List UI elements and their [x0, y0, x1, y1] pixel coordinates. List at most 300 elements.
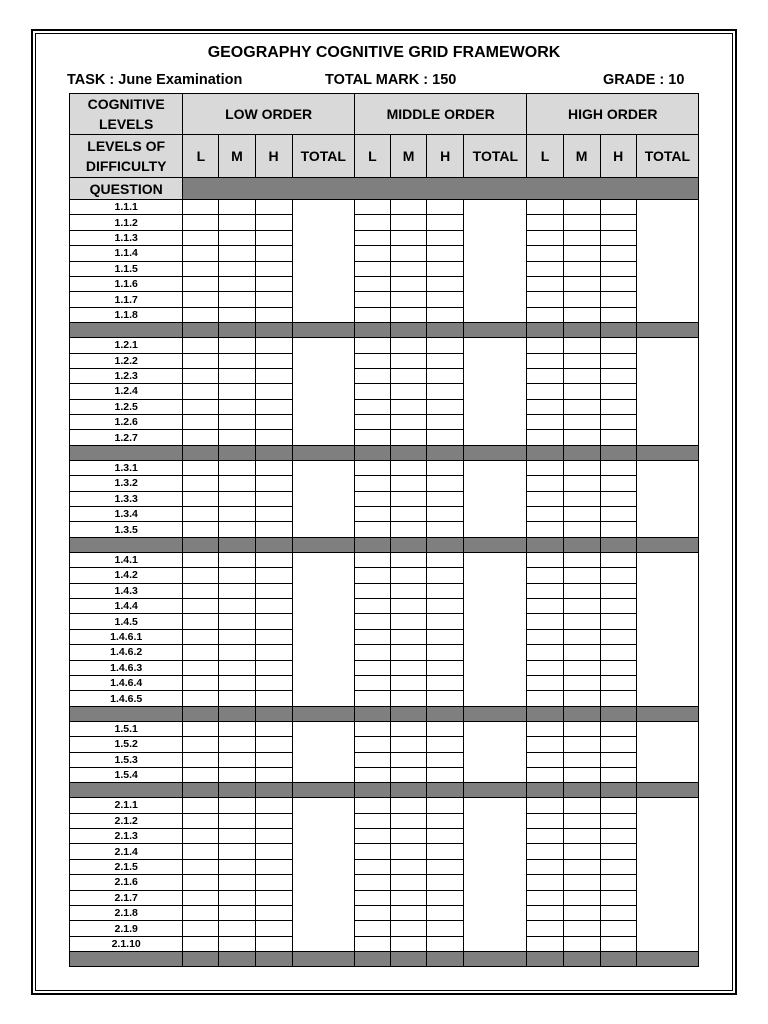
- middle-order-l-cell[interactable]: [354, 767, 390, 782]
- middle-order-m-cell[interactable]: [391, 721, 427, 736]
- middle-order-h-cell[interactable]: [427, 460, 464, 475]
- middle-order-l-cell[interactable]: [354, 813, 390, 828]
- low-order-h-cell[interactable]: [255, 415, 292, 430]
- high-order-h-cell[interactable]: [600, 890, 636, 905]
- high-order-l-cell[interactable]: [527, 215, 563, 230]
- middle-order-m-cell[interactable]: [391, 890, 427, 905]
- high-order-m-cell[interactable]: [563, 522, 600, 537]
- middle-order-l-cell[interactable]: [354, 844, 390, 859]
- middle-order-l-cell[interactable]: [354, 415, 390, 430]
- low-order-m-cell[interactable]: [219, 568, 255, 583]
- low-order-l-cell[interactable]: [183, 829, 219, 844]
- middle-order-l-cell[interactable]: [354, 200, 390, 215]
- middle-order-l-cell[interactable]: [354, 598, 390, 613]
- middle-order-h-cell[interactable]: [427, 598, 464, 613]
- low-order-total-cell[interactable]: [292, 798, 354, 952]
- high-order-h-cell[interactable]: [600, 292, 636, 307]
- high-order-h-cell[interactable]: [600, 614, 636, 629]
- low-order-h-cell[interactable]: [255, 829, 292, 844]
- middle-order-m-cell[interactable]: [391, 230, 427, 245]
- middle-order-h-cell[interactable]: [427, 752, 464, 767]
- middle-order-h-cell[interactable]: [427, 767, 464, 782]
- middle-order-h-cell[interactable]: [427, 675, 464, 690]
- low-order-l-cell[interactable]: [183, 507, 219, 522]
- low-order-h-cell[interactable]: [255, 476, 292, 491]
- middle-order-h-cell[interactable]: [427, 906, 464, 921]
- low-order-m-cell[interactable]: [219, 430, 255, 445]
- low-order-m-cell[interactable]: [219, 476, 255, 491]
- high-order-l-cell[interactable]: [527, 829, 563, 844]
- high-order-l-cell[interactable]: [527, 568, 563, 583]
- low-order-m-cell[interactable]: [219, 813, 255, 828]
- high-order-h-cell[interactable]: [600, 875, 636, 890]
- high-order-h-cell[interactable]: [600, 246, 636, 261]
- low-order-m-cell[interactable]: [219, 552, 255, 567]
- middle-order-h-cell[interactable]: [427, 399, 464, 414]
- middle-order-l-cell[interactable]: [354, 737, 390, 752]
- high-order-l-cell[interactable]: [527, 384, 563, 399]
- high-order-h-cell[interactable]: [600, 645, 636, 660]
- middle-order-l-cell[interactable]: [354, 399, 390, 414]
- middle-order-h-cell[interactable]: [427, 384, 464, 399]
- low-order-m-cell[interactable]: [219, 276, 255, 291]
- low-order-h-cell[interactable]: [255, 307, 292, 322]
- middle-order-h-cell[interactable]: [427, 721, 464, 736]
- high-order-h-cell[interactable]: [600, 338, 636, 353]
- high-order-l-cell[interactable]: [527, 598, 563, 613]
- low-order-l-cell[interactable]: [183, 859, 219, 874]
- low-order-m-cell[interactable]: [219, 415, 255, 430]
- middle-order-m-cell[interactable]: [391, 598, 427, 613]
- middle-order-l-cell[interactable]: [354, 752, 390, 767]
- middle-order-m-cell[interactable]: [391, 875, 427, 890]
- low-order-l-cell[interactable]: [183, 568, 219, 583]
- high-order-m-cell[interactable]: [563, 829, 600, 844]
- low-order-m-cell[interactable]: [219, 215, 255, 230]
- low-order-m-cell[interactable]: [219, 906, 255, 921]
- low-order-m-cell[interactable]: [219, 353, 255, 368]
- high-order-m-cell[interactable]: [563, 399, 600, 414]
- middle-order-h-cell[interactable]: [427, 200, 464, 215]
- low-order-l-cell[interactable]: [183, 230, 219, 245]
- high-order-h-cell[interactable]: [600, 844, 636, 859]
- high-order-m-cell[interactable]: [563, 215, 600, 230]
- low-order-l-cell[interactable]: [183, 476, 219, 491]
- middle-order-m-cell[interactable]: [391, 292, 427, 307]
- high-order-m-cell[interactable]: [563, 583, 600, 598]
- low-order-total-cell[interactable]: [292, 338, 354, 446]
- middle-order-l-cell[interactable]: [354, 491, 390, 506]
- high-order-m-cell[interactable]: [563, 292, 600, 307]
- low-order-l-cell[interactable]: [183, 844, 219, 859]
- middle-order-m-cell[interactable]: [391, 675, 427, 690]
- high-order-m-cell[interactable]: [563, 507, 600, 522]
- low-order-m-cell[interactable]: [219, 460, 255, 475]
- low-order-h-cell[interactable]: [255, 215, 292, 230]
- high-order-h-cell[interactable]: [600, 261, 636, 276]
- middle-order-h-cell[interactable]: [427, 583, 464, 598]
- high-order-h-cell[interactable]: [600, 384, 636, 399]
- middle-order-h-cell[interactable]: [427, 660, 464, 675]
- high-order-m-cell[interactable]: [563, 906, 600, 921]
- middle-order-m-cell[interactable]: [391, 614, 427, 629]
- high-order-h-cell[interactable]: [600, 568, 636, 583]
- low-order-m-cell[interactable]: [219, 384, 255, 399]
- high-order-h-cell[interactable]: [600, 430, 636, 445]
- low-order-l-cell[interactable]: [183, 875, 219, 890]
- low-order-l-cell[interactable]: [183, 460, 219, 475]
- middle-order-m-cell[interactable]: [391, 215, 427, 230]
- middle-order-l-cell[interactable]: [354, 798, 390, 813]
- low-order-h-cell[interactable]: [255, 491, 292, 506]
- middle-order-h-cell[interactable]: [427, 737, 464, 752]
- low-order-h-cell[interactable]: [255, 430, 292, 445]
- middle-order-l-cell[interactable]: [354, 583, 390, 598]
- low-order-h-cell[interactable]: [255, 200, 292, 215]
- low-order-h-cell[interactable]: [255, 368, 292, 383]
- high-order-l-cell[interactable]: [527, 660, 563, 675]
- low-order-l-cell[interactable]: [183, 261, 219, 276]
- low-order-h-cell[interactable]: [255, 399, 292, 414]
- middle-order-m-cell[interactable]: [391, 415, 427, 430]
- low-order-l-cell[interactable]: [183, 215, 219, 230]
- low-order-h-cell[interactable]: [255, 936, 292, 951]
- high-order-m-cell[interactable]: [563, 200, 600, 215]
- low-order-m-cell[interactable]: [219, 737, 255, 752]
- high-order-m-cell[interactable]: [563, 813, 600, 828]
- high-order-m-cell[interactable]: [563, 598, 600, 613]
- middle-order-l-cell[interactable]: [354, 307, 390, 322]
- high-order-m-cell[interactable]: [563, 276, 600, 291]
- middle-order-l-cell[interactable]: [354, 552, 390, 567]
- middle-order-m-cell[interactable]: [391, 430, 427, 445]
- high-order-l-cell[interactable]: [527, 875, 563, 890]
- high-order-l-cell[interactable]: [527, 844, 563, 859]
- low-order-h-cell[interactable]: [255, 629, 292, 644]
- high-order-l-cell[interactable]: [527, 890, 563, 905]
- high-order-h-cell[interactable]: [600, 691, 636, 706]
- low-order-m-cell[interactable]: [219, 507, 255, 522]
- low-order-m-cell[interactable]: [219, 890, 255, 905]
- low-order-h-cell[interactable]: [255, 767, 292, 782]
- high-order-h-cell[interactable]: [600, 721, 636, 736]
- low-order-h-cell[interactable]: [255, 660, 292, 675]
- middle-order-l-cell[interactable]: [354, 829, 390, 844]
- high-order-h-cell[interactable]: [600, 752, 636, 767]
- low-order-h-cell[interactable]: [255, 522, 292, 537]
- high-order-l-cell[interactable]: [527, 338, 563, 353]
- middle-order-m-cell[interactable]: [391, 552, 427, 567]
- high-order-l-cell[interactable]: [527, 921, 563, 936]
- high-order-l-cell[interactable]: [527, 399, 563, 414]
- middle-order-l-cell[interactable]: [354, 921, 390, 936]
- low-order-l-cell[interactable]: [183, 813, 219, 828]
- low-order-l-cell[interactable]: [183, 675, 219, 690]
- middle-order-m-cell[interactable]: [391, 813, 427, 828]
- low-order-l-cell[interactable]: [183, 292, 219, 307]
- low-order-l-cell[interactable]: [183, 353, 219, 368]
- high-order-m-cell[interactable]: [563, 568, 600, 583]
- low-order-m-cell[interactable]: [219, 629, 255, 644]
- low-order-l-cell[interactable]: [183, 598, 219, 613]
- low-order-h-cell[interactable]: [255, 645, 292, 660]
- low-order-l-cell[interactable]: [183, 368, 219, 383]
- middle-order-h-cell[interactable]: [427, 368, 464, 383]
- high-order-h-cell[interactable]: [600, 368, 636, 383]
- high-order-h-cell[interactable]: [600, 552, 636, 567]
- middle-order-h-cell[interactable]: [427, 430, 464, 445]
- middle-order-m-cell[interactable]: [391, 691, 427, 706]
- middle-order-m-cell[interactable]: [391, 200, 427, 215]
- middle-order-l-cell[interactable]: [354, 261, 390, 276]
- high-order-l-cell[interactable]: [527, 767, 563, 782]
- high-order-m-cell[interactable]: [563, 246, 600, 261]
- low-order-m-cell[interactable]: [219, 875, 255, 890]
- low-order-m-cell[interactable]: [219, 921, 255, 936]
- middle-order-h-cell[interactable]: [427, 415, 464, 430]
- high-order-h-cell[interactable]: [600, 230, 636, 245]
- high-order-m-cell[interactable]: [563, 460, 600, 475]
- low-order-l-cell[interactable]: [183, 798, 219, 813]
- low-order-l-cell[interactable]: [183, 614, 219, 629]
- low-order-h-cell[interactable]: [255, 568, 292, 583]
- low-order-h-cell[interactable]: [255, 246, 292, 261]
- high-order-l-cell[interactable]: [527, 415, 563, 430]
- high-order-l-cell[interactable]: [527, 460, 563, 475]
- low-order-m-cell[interactable]: [219, 307, 255, 322]
- low-order-h-cell[interactable]: [255, 798, 292, 813]
- low-order-l-cell[interactable]: [183, 752, 219, 767]
- low-order-l-cell[interactable]: [183, 246, 219, 261]
- middle-order-l-cell[interactable]: [354, 691, 390, 706]
- high-order-m-cell[interactable]: [563, 307, 600, 322]
- middle-order-total-cell[interactable]: [464, 338, 527, 446]
- middle-order-l-cell[interactable]: [354, 292, 390, 307]
- high-order-m-cell[interactable]: [563, 629, 600, 644]
- middle-order-m-cell[interactable]: [391, 368, 427, 383]
- low-order-l-cell[interactable]: [183, 583, 219, 598]
- middle-order-l-cell[interactable]: [354, 906, 390, 921]
- middle-order-h-cell[interactable]: [427, 875, 464, 890]
- low-order-l-cell[interactable]: [183, 691, 219, 706]
- high-order-l-cell[interactable]: [527, 691, 563, 706]
- middle-order-h-cell[interactable]: [427, 292, 464, 307]
- high-order-l-cell[interactable]: [527, 430, 563, 445]
- low-order-m-cell[interactable]: [219, 691, 255, 706]
- high-order-h-cell[interactable]: [600, 507, 636, 522]
- high-order-l-cell[interactable]: [527, 491, 563, 506]
- middle-order-m-cell[interactable]: [391, 399, 427, 414]
- low-order-m-cell[interactable]: [219, 721, 255, 736]
- high-order-l-cell[interactable]: [527, 721, 563, 736]
- low-order-h-cell[interactable]: [255, 859, 292, 874]
- middle-order-h-cell[interactable]: [427, 246, 464, 261]
- middle-order-l-cell[interactable]: [354, 660, 390, 675]
- low-order-total-cell[interactable]: [292, 721, 354, 783]
- high-order-h-cell[interactable]: [600, 276, 636, 291]
- middle-order-h-cell[interactable]: [427, 338, 464, 353]
- low-order-h-cell[interactable]: [255, 292, 292, 307]
- low-order-l-cell[interactable]: [183, 384, 219, 399]
- high-order-m-cell[interactable]: [563, 552, 600, 567]
- high-order-m-cell[interactable]: [563, 614, 600, 629]
- middle-order-l-cell[interactable]: [354, 230, 390, 245]
- high-order-l-cell[interactable]: [527, 629, 563, 644]
- middle-order-h-cell[interactable]: [427, 829, 464, 844]
- low-order-h-cell[interactable]: [255, 460, 292, 475]
- middle-order-h-cell[interactable]: [427, 522, 464, 537]
- low-order-h-cell[interactable]: [255, 230, 292, 245]
- high-order-m-cell[interactable]: [563, 491, 600, 506]
- middle-order-l-cell[interactable]: [354, 353, 390, 368]
- middle-order-m-cell[interactable]: [391, 522, 427, 537]
- low-order-m-cell[interactable]: [219, 583, 255, 598]
- middle-order-m-cell[interactable]: [391, 936, 427, 951]
- middle-order-m-cell[interactable]: [391, 629, 427, 644]
- high-order-l-cell[interactable]: [527, 230, 563, 245]
- high-order-l-cell[interactable]: [527, 859, 563, 874]
- high-order-h-cell[interactable]: [600, 798, 636, 813]
- middle-order-l-cell[interactable]: [354, 568, 390, 583]
- middle-order-m-cell[interactable]: [391, 353, 427, 368]
- middle-order-l-cell[interactable]: [354, 614, 390, 629]
- high-order-h-cell[interactable]: [600, 629, 636, 644]
- low-order-l-cell[interactable]: [183, 399, 219, 414]
- high-order-m-cell[interactable]: [563, 384, 600, 399]
- middle-order-l-cell[interactable]: [354, 859, 390, 874]
- high-order-l-cell[interactable]: [527, 368, 563, 383]
- middle-order-m-cell[interactable]: [391, 476, 427, 491]
- middle-order-h-cell[interactable]: [427, 276, 464, 291]
- high-order-m-cell[interactable]: [563, 691, 600, 706]
- middle-order-m-cell[interactable]: [391, 568, 427, 583]
- high-order-h-cell[interactable]: [600, 476, 636, 491]
- low-order-h-cell[interactable]: [255, 890, 292, 905]
- low-order-h-cell[interactable]: [255, 338, 292, 353]
- middle-order-h-cell[interactable]: [427, 921, 464, 936]
- high-order-m-cell[interactable]: [563, 430, 600, 445]
- low-order-l-cell[interactable]: [183, 552, 219, 567]
- high-order-m-cell[interactable]: [563, 890, 600, 905]
- middle-order-l-cell[interactable]: [354, 384, 390, 399]
- high-order-total-cell[interactable]: [636, 798, 698, 952]
- high-order-l-cell[interactable]: [527, 813, 563, 828]
- high-order-h-cell[interactable]: [600, 829, 636, 844]
- middle-order-l-cell[interactable]: [354, 645, 390, 660]
- low-order-l-cell[interactable]: [183, 338, 219, 353]
- low-order-l-cell[interactable]: [183, 645, 219, 660]
- low-order-m-cell[interactable]: [219, 645, 255, 660]
- high-order-m-cell[interactable]: [563, 230, 600, 245]
- low-order-l-cell[interactable]: [183, 522, 219, 537]
- high-order-h-cell[interactable]: [600, 583, 636, 598]
- middle-order-h-cell[interactable]: [427, 215, 464, 230]
- high-order-h-cell[interactable]: [600, 415, 636, 430]
- low-order-h-cell[interactable]: [255, 737, 292, 752]
- high-order-l-cell[interactable]: [527, 307, 563, 322]
- high-order-m-cell[interactable]: [563, 415, 600, 430]
- low-order-m-cell[interactable]: [219, 399, 255, 414]
- low-order-h-cell[interactable]: [255, 906, 292, 921]
- high-order-total-cell[interactable]: [636, 200, 698, 323]
- low-order-m-cell[interactable]: [219, 491, 255, 506]
- middle-order-l-cell[interactable]: [354, 276, 390, 291]
- low-order-m-cell[interactable]: [219, 292, 255, 307]
- high-order-m-cell[interactable]: [563, 368, 600, 383]
- middle-order-h-cell[interactable]: [427, 307, 464, 322]
- middle-order-m-cell[interactable]: [391, 246, 427, 261]
- middle-order-m-cell[interactable]: [391, 798, 427, 813]
- low-order-total-cell[interactable]: [292, 460, 354, 537]
- high-order-l-cell[interactable]: [527, 614, 563, 629]
- middle-order-h-cell[interactable]: [427, 859, 464, 874]
- low-order-l-cell[interactable]: [183, 660, 219, 675]
- high-order-l-cell[interactable]: [527, 507, 563, 522]
- low-order-m-cell[interactable]: [219, 936, 255, 951]
- middle-order-m-cell[interactable]: [391, 859, 427, 874]
- high-order-l-cell[interactable]: [527, 936, 563, 951]
- high-order-h-cell[interactable]: [600, 215, 636, 230]
- low-order-h-cell[interactable]: [255, 552, 292, 567]
- middle-order-m-cell[interactable]: [391, 460, 427, 475]
- high-order-m-cell[interactable]: [563, 767, 600, 782]
- high-order-total-cell[interactable]: [636, 721, 698, 783]
- high-order-m-cell[interactable]: [563, 660, 600, 675]
- high-order-h-cell[interactable]: [600, 598, 636, 613]
- low-order-l-cell[interactable]: [183, 737, 219, 752]
- high-order-l-cell[interactable]: [527, 752, 563, 767]
- low-order-m-cell[interactable]: [219, 614, 255, 629]
- low-order-l-cell[interactable]: [183, 767, 219, 782]
- middle-order-h-cell[interactable]: [427, 936, 464, 951]
- low-order-total-cell[interactable]: [292, 200, 354, 323]
- middle-order-h-cell[interactable]: [427, 552, 464, 567]
- middle-order-l-cell[interactable]: [354, 522, 390, 537]
- high-order-h-cell[interactable]: [600, 307, 636, 322]
- middle-order-m-cell[interactable]: [391, 921, 427, 936]
- middle-order-m-cell[interactable]: [391, 491, 427, 506]
- middle-order-m-cell[interactable]: [391, 844, 427, 859]
- middle-order-l-cell[interactable]: [354, 721, 390, 736]
- low-order-l-cell[interactable]: [183, 276, 219, 291]
- high-order-l-cell[interactable]: [527, 522, 563, 537]
- high-order-l-cell[interactable]: [527, 583, 563, 598]
- middle-order-m-cell[interactable]: [391, 261, 427, 276]
- middle-order-total-cell[interactable]: [464, 200, 527, 323]
- high-order-h-cell[interactable]: [600, 399, 636, 414]
- low-order-h-cell[interactable]: [255, 813, 292, 828]
- low-order-m-cell[interactable]: [219, 798, 255, 813]
- low-order-h-cell[interactable]: [255, 875, 292, 890]
- low-order-l-cell[interactable]: [183, 721, 219, 736]
- high-order-m-cell[interactable]: [563, 353, 600, 368]
- low-order-m-cell[interactable]: [219, 246, 255, 261]
- low-order-h-cell[interactable]: [255, 752, 292, 767]
- low-order-l-cell[interactable]: [183, 906, 219, 921]
- high-order-l-cell[interactable]: [527, 292, 563, 307]
- low-order-m-cell[interactable]: [219, 338, 255, 353]
- low-order-h-cell[interactable]: [255, 614, 292, 629]
- middle-order-m-cell[interactable]: [391, 829, 427, 844]
- low-order-l-cell[interactable]: [183, 890, 219, 905]
- high-order-l-cell[interactable]: [527, 261, 563, 276]
- high-order-m-cell[interactable]: [563, 737, 600, 752]
- middle-order-m-cell[interactable]: [391, 384, 427, 399]
- low-order-m-cell[interactable]: [219, 829, 255, 844]
- high-order-l-cell[interactable]: [527, 645, 563, 660]
- middle-order-l-cell[interactable]: [354, 476, 390, 491]
- middle-order-h-cell[interactable]: [427, 261, 464, 276]
